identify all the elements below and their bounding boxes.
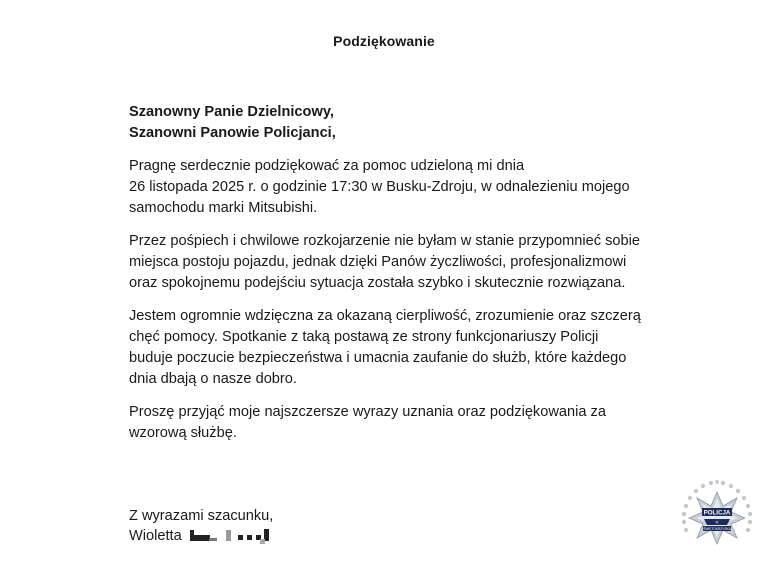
svg-text:ŚWIĘTOKRZYSKA: ŚWIĘTOKRZYSKA [703,527,731,531]
salutation-line: Szanowny Panie Dzielnicowy, [129,104,334,120]
salutation [129,102,669,144]
salutation-line: Szanowni Panowie Policjanci, [129,125,336,141]
signature-first-name: Wioletta [129,528,182,544]
svg-text:✕: ✕ [714,520,720,526]
paragraph-situation [129,231,669,294]
svg-text:POLICJA: POLICJA [703,509,731,517]
paragraph-line: Proszę przyjąć moje najszczersze wyrazy uznania oraz podziękowania za [129,404,606,420]
letter-body [129,102,669,456]
paragraph-line: dnia dbają o nasze dobro. [129,371,297,387]
paragraph-line: wzorową służbę. [129,425,237,441]
paragraph-line: miejsca postoju pojazdu, jednak dzięki Panów życzliwości, profesjonalizmowi [129,254,627,270]
paragraph-gratitude [129,306,669,390]
police-star-badge-icon [672,474,762,558]
paragraph-line: buduje poczucie bezpieczeństwa i umacnia zaufanie do służb, które każdego [129,350,627,366]
signature [129,526,274,546]
paragraph-line: Pragnę serdecznie podziękować za pomoc udzieloną mi dnia [129,158,525,174]
paragraph-line: 26 listopada 2025 r. o godzinie 17:30 w Busku-Zdroju, w odnalezieniu mojego [129,179,630,195]
paragraph-line: Przez pośpiech i chwilowe rozkojarzenie nie byłam w stanie przypomnieć sobie [129,233,641,249]
document-title: Podziękowanie [333,33,435,49]
paragraph-line: oraz spokojnemu podejściu sytuacja została szybko i skutecznie rozwiązana. [129,275,626,291]
closing [129,506,274,546]
redacted-surname [190,528,274,542]
closing-line: Z wyrazami szacunku, [129,508,274,524]
paragraph-line: Jestem ogromnie wdzięczna za okazaną cierpliwość, zrozumienie oraz szczerą [129,308,641,324]
paragraph-thanks [129,156,669,219]
paragraph-recognition [129,402,669,444]
paragraph-line: samochodu marki Mitsubishi. [129,200,318,216]
paragraph-line: chęć pomocy. Spotkanie z taką postawą ze strony funkcjonariuszy Policji [129,329,599,345]
